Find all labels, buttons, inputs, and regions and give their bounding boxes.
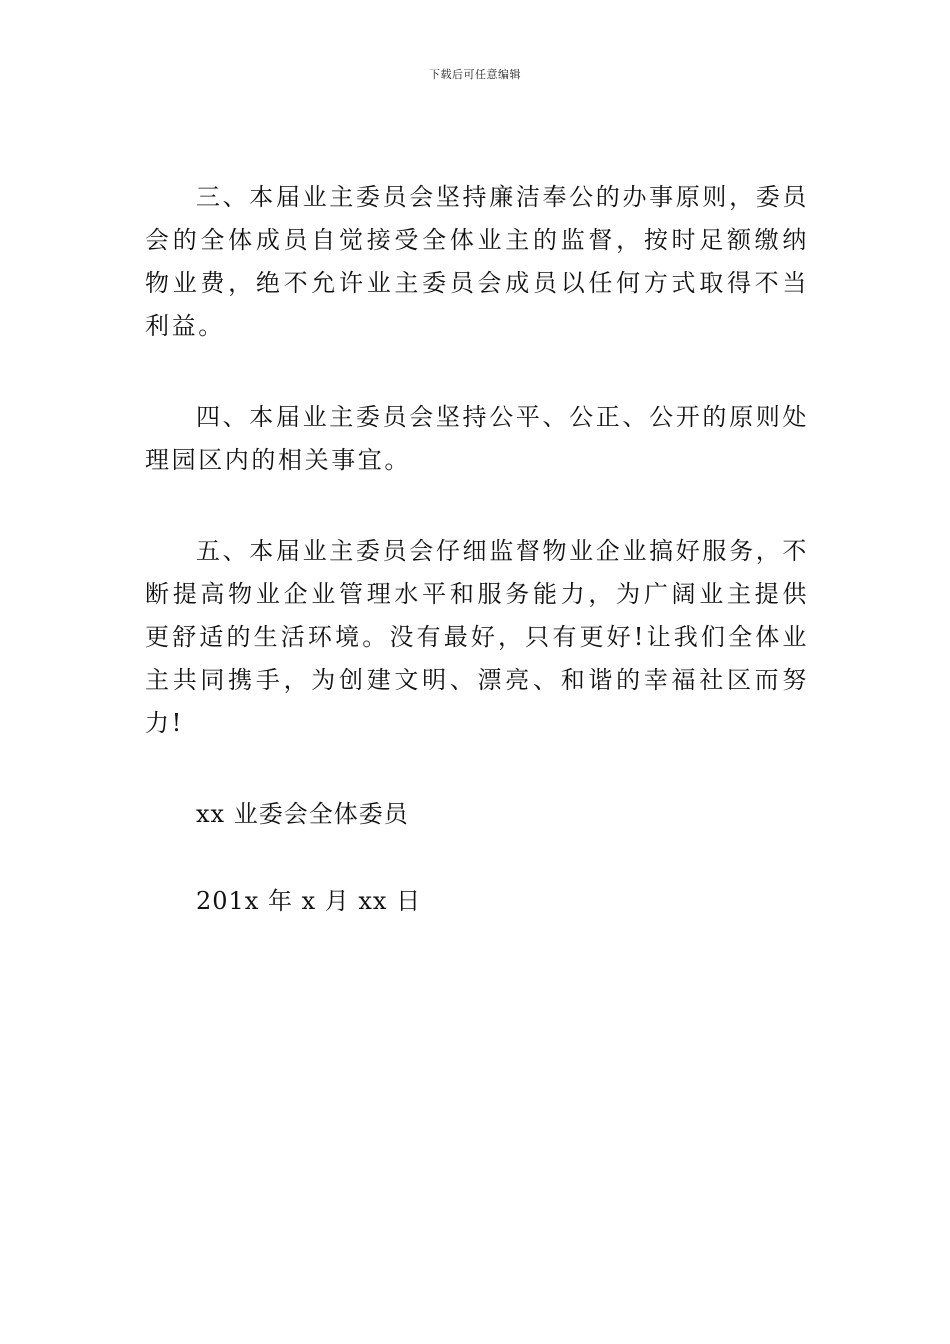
paragraph-four: 四、本届业主委员会坚持公平、公正、公开的原则处理园区内的相关事宜。 <box>145 403 809 474</box>
paragraph-five: 五、本届业主委员会仔细监督物业企业搞好服务，不断提高物业企业管理水平和服务能力，为广阔业主提供更舒适的生活环境。没有最好，只有更好!让我们全体业主共同携手，为创建文明、漂亮、和谐的幸福社区而努力! <box>145 537 809 737</box>
signature-date: 201x 年 x 月 xx 日 <box>196 887 422 915</box>
signature-organization: xx 业委会全体委员 <box>196 800 409 828</box>
page-header: 下载后可任意编辑 <box>429 68 521 81</box>
document-body <box>145 176 809 923</box>
paragraph-three: 三、本届业主委员会坚持廉洁奉公的办事原则，委员会的全体成员自觉接受全体业主的监督，按时足额缴纳物业费，绝不允许业主委员会成员以任何方式取得不当利益。 <box>145 183 809 340</box>
